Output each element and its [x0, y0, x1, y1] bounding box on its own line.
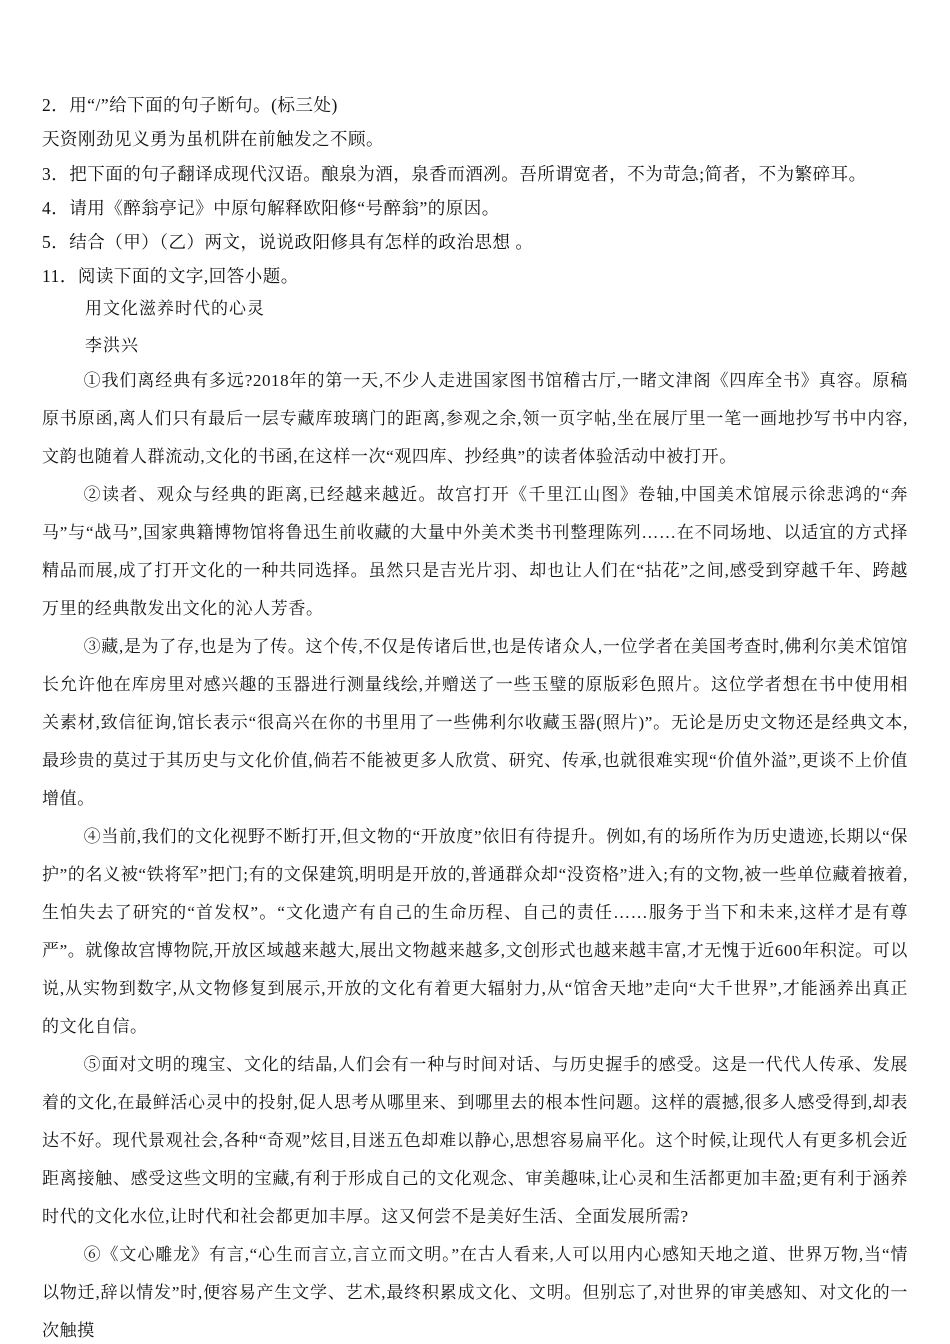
question-section: [42, 94, 908, 288]
question-2-sentence: 天资刚劲见义勇为虽机阱在前触发之不顾。: [42, 129, 384, 149]
question-5: 5．结合（甲）（乙）两文，说说政阳修具有怎样的政治思想 。: [42, 232, 534, 252]
passage-paragraph-5: ⑤面对文明的瑰宝、文化的结晶,人们会有一种与时间对话、与历史握手的感受。这是一代代人传承、发展着的文化,在最鲜活心灵中的投射,促人思考从哪里来、到哪里去的根本性问题。这样的震撼,很多人感受得到,却表达不好。现代景观社会,各种“奇观”炫目,目迷五色却难以静心,思想容易扁平化。这个时候,让现代人有更多机会近距离接触、感受这些文明的宝藏,有利于形成自己的文化观念、审美趣味,让心灵和生活都更加丰盈;更有利于涵养时代的文化水位,让时代和社会都更加丰厚。这又何尝不是美好生活、全面发展所需?: [42, 1055, 908, 1226]
passage-paragraph-3: ③藏,是为了存,也是为了传。这个传,不仅是传诸后世,也是传诸众人,一位学者在美国考查时,佛利尔美术馆馆长允许他在库房里对感兴趣的玉器进行测量线绘,并赠送了一些玉璧的原版彩色照片。这位学者想在书中使用相关素材,致信征询,馆长表示“很高兴在你的书里用了一些佛利尔收藏玉器(照片)”。无论是历史文物还是经典文本,最珍贵的莫过于其历史与文化价值,倘若不能被更多人欣赏、研究、传承,也就很难实现“价值外溢”,更谈不上价值增值。: [42, 637, 908, 808]
passage-author: 李洪兴: [85, 336, 139, 355]
passage-title: 用文化滋养时代的心灵: [85, 299, 265, 318]
passage-paragraph-4: ④当前,我们的文化视野不断打开,但文物的“开放度”依旧有待提升。例如,有的场所作为历史遗迹,长期以“保护”的名义被“铁将军”把门;有的文保建筑,明明是开放的,普通群众却“没资格”进入;有的文物,被一些单位藏着掖着,生怕失去了研究的“首发权”。“文化遗产有自己的生命历程、自己的责任……服务于当下和未来,这样才是有尊严”。就像故宫博物院,开放区域越来越大,展出文物越来越多,文创形式也越来越丰富,才无愧于近600年积淀。可以说,从实物到数字,从文物修复到展示,开放的文化有着更大辐射力,从“馆舍天地”走向“大千世界”,才能涵养出真正的文化自信。: [42, 827, 908, 1036]
reading-passage: [42, 297, 908, 1344]
passage-paragraph-2: ②读者、观众与经典的距离,已经越来越近。故宫打开《千里江山图》卷轴,中国美术馆展示徐悲鸿的“奔马”与“战马”,国家典籍博物馆将鲁迅生前收藏的大量中外美术类书刊整理陈列……在不同场地、以适宜的方式择精品而展,成了打开文化的一种共同选择。虽然只是吉光片羽、却也让人们在“拈花”之间,感受到穿越千年、跨越万里的经典散发出文化的沁人芳香。: [42, 485, 908, 618]
question-3: 3．把下面的句子翻译成现代汉语。酿泉为酒，泉香而酒冽。吾所谓宽者，不为苛急;简者，不为繁碎耳。: [42, 164, 867, 184]
question-2: 2．用“/”给下面的句子断句。(标三处): [42, 95, 338, 115]
passage-paragraph-1: ①我们离经典有多远?2018年的第一天,不少人走进国家图书馆稽古厅,一睹文津阁《四库全书》真容。原稿原书原函,离人们只有最后一层专藏库玻璃门的距离,参观之余,领一页字帖,坐在展厅里一笔一画地抄写书中内容,文韵也随着人群流动,文化的书函,在这样一次“观四库、抄经典”的读者体验活动中被打开。: [42, 371, 908, 466]
question-4: 4．请用《醉翁亭记》中原句解释欧阳修“号醉翁”的原因。: [42, 198, 500, 218]
question-11: 11．阅读下面的文字,回答小题。: [42, 266, 299, 286]
passage-paragraph-6: ⑥《文心雕龙》有言,“心生而言立,言立而文明。”在古人看来,人可以用内心感知天地之道、世界万物,当“情以物迁,辞以情发”时,便容易产生文学、艺术,最终积累成文化、文明。但别忘了,对世界的审美感知、对文化的一次触摸: [42, 1245, 908, 1340]
